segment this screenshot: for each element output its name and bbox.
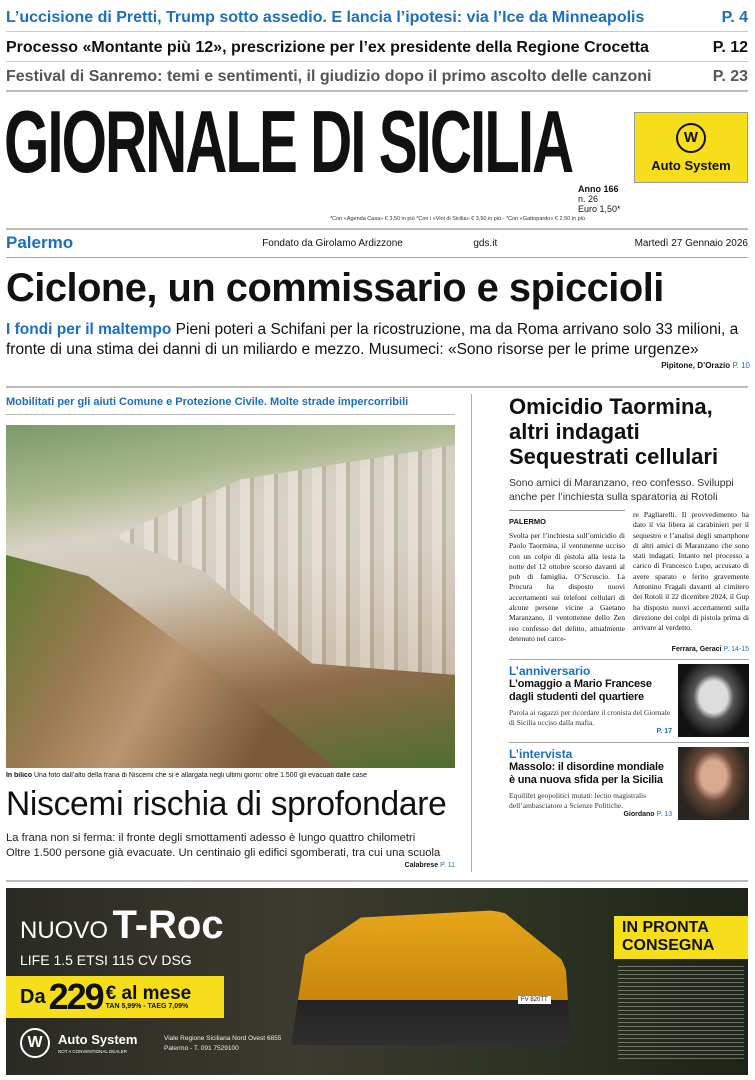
niscemi-landslide-photo (6, 425, 455, 768)
page-ref: P. 14-15 (723, 646, 749, 654)
ad-address: Viale Regione Siciliana Nord Ovest 6855 (164, 1035, 282, 1042)
lead-summary (6, 320, 751, 360)
ad-dealer (58, 1032, 158, 1054)
car-image (291, 910, 571, 1060)
column-divider (471, 394, 472, 872)
divider (6, 228, 748, 230)
divider (509, 510, 625, 511)
sponsor-name: Auto System (651, 157, 731, 173)
intervista-byline (509, 810, 672, 819)
divider (6, 414, 455, 415)
price-note: *Con «Agenda Casa» € 3,50 in più *Con i «Vini di Sicilia» € 3,50 in più - *Con «Gattopardo» € 2,50 in più (330, 216, 585, 222)
teaser-text: Processo «Montante più 12», prescrizione per l’ex presidente della Regione Crocetta (6, 38, 649, 56)
site-link[interactable]: gds.it (473, 237, 498, 249)
teaser-text: L’uccisione di Pretti, Trump sotto assedio. E lancia l’ipotesi: via l’Ice da Minneapolis (6, 8, 645, 26)
teaser-page: P. 23 (712, 68, 748, 85)
teaser-text: Festival di Sanremo: temi e sentimenti, il giudizio dopo il primo ascolto delle canzoni (6, 68, 652, 85)
niscemi-story (6, 771, 461, 870)
lead-story (6, 264, 751, 370)
divider (6, 257, 748, 258)
taormina-col1: Svolta per l’inchiesta sull’omicidio di Paolo Taormina, il ventunenne ucciso con un colpo di pistola alla testa la notte del 12 ottobre scorso davanti al pub di famiglia, O’Scruscio. La Procura ha disposto nuovi accertamenti sui telefoni cellulari di alcune persone vicine a Gaetano Maranzano, il ventottenne dello Zen reo confesso del delitto, attualmente detenuto nel carce- (509, 531, 625, 643)
mario-francese-photo (678, 664, 749, 737)
page-ref: P. 13 (656, 811, 672, 819)
anniversario-headline[interactable]: L’omaggio a Mario Francese dagli studenti del quartiere (509, 678, 652, 704)
numero: n. 26 (578, 194, 599, 204)
photo-caption (6, 771, 455, 780)
vw-logo-icon: W (20, 1028, 50, 1058)
intervista-story (509, 742, 749, 820)
dateline: PALERMO (509, 517, 546, 526)
taormina-byline (509, 645, 749, 654)
taormina-col2: re Pagliarelli. Il provvedimento ha dato il via libera ai carabinieri per il sequestro e l’analisi degli smartphone di altri amici di Maranzano che sono stati indagati. Intanto nel processo a carico di Francesco Lupo, accusato di avere sparato e ferito gravemente Antonino Fragali davanti al cimitero dei Rotoli il 22 dicembre 2024, il Gup ha disposto nuovi accertamenti sulla direzione dei colpi di pistola prima di arrivare al verdetto. (633, 510, 749, 633)
ad-da: Da (20, 985, 46, 1008)
intervista-headline[interactable]: Massolo: il disordine mondiale è una nuova sfida per la Sicilia (509, 761, 664, 787)
taormina-summary: Sono amici di Maranzano, reo confesso. Sviluppi anche per l’inchiesta sulla sparatoria ai Rotoli (509, 478, 734, 503)
divider (6, 880, 748, 882)
vw-logo-icon: W (676, 123, 706, 153)
ad-version: LIFE 1.5 ETSI 115 CV DSG (20, 952, 192, 968)
teaser-montante[interactable] (6, 34, 748, 62)
ad-price: 229 (48, 976, 103, 1017)
lead-headline[interactable]: Ciclone, un commissario e spiccioli (6, 266, 664, 310)
lead-kicker: I fondi per il maltempo (6, 321, 172, 338)
anniversario-kicker: L’anniversario (509, 664, 591, 679)
byline: Pipitone, D’Orazio (661, 361, 731, 370)
intervista-kicker: L’intervista (509, 747, 573, 762)
teaser-page: P. 4 (721, 8, 748, 26)
masthead-title: GIORNALE DI SICILIA (4, 92, 573, 191)
lead-byline (6, 361, 751, 370)
anno: Anno 166 (578, 184, 619, 194)
niscemi-summary (6, 831, 461, 861)
summary-line: Oltre 1.500 persone già evacuate. Un centinaio gli edifici sgomberati, tra cui una scuola (6, 847, 441, 859)
edition-date: Martedì 27 Gennaio 2026 (634, 237, 748, 249)
ad-badge: IN PRONTA CONSEGNA (614, 916, 748, 959)
prezzo: Euro 1,50* (578, 204, 621, 214)
anniversario-summary: Parola ai ragazzi per ricordare il cronista del Giornale di Sicilia ucciso dalla mafia. (509, 708, 671, 727)
license-plate: FV 820TT (518, 996, 551, 1004)
teaser-sanremo[interactable] (6, 64, 748, 92)
ad-nuovo: NUOVO (20, 917, 109, 944)
ad-model: T-Roc (112, 903, 224, 947)
byline: Ferrara, Geraci (671, 646, 722, 654)
taormina-col1-wrap (509, 510, 625, 644)
ad-contact (164, 1034, 281, 1054)
ad-rates: TAN 5,99% - TAEG 7,09% (105, 1003, 189, 1010)
intervista-summary: Equilibri geopolitici mutati: lectio magistralis dell’ambasciatore a Scienze Politiche. (509, 791, 647, 810)
divider (6, 386, 748, 388)
summary-line: La frana non si ferma: il fronte degli smottamenti adesso è lungo quattro chilometri (6, 832, 416, 844)
ad-price-box (6, 976, 224, 1018)
byline: Giordano (623, 811, 655, 819)
teaser-page: P. 12 (712, 38, 748, 56)
page-ref: P. 11 (440, 862, 455, 869)
ad-model-line (20, 902, 224, 957)
niscemi-byline (6, 861, 455, 870)
ad-dealer-name: Auto System (58, 1032, 138, 1047)
page-ref: P. 10 (732, 361, 750, 370)
massolo-photo (678, 747, 749, 820)
taormina-body (509, 510, 749, 644)
teaser-pretti[interactable] (6, 4, 748, 32)
page-ref-text: P. 17 (656, 728, 672, 736)
ad-unit: € al mese (105, 983, 192, 1004)
niscemi-kicker: Mobilitati per gli aiuti Comune e Protezione Civile. Molte strade impercorribili (6, 396, 409, 408)
lead-summary-text: Pieni poteri a Schifani per la ricostruzione, ma da Roma arrivano solo 33 milioni, a fronte di una stima dei danni di un miliardo e mezzo. Musumeci: «Sono risorse per le prime urgenze» (6, 321, 739, 358)
edition-city: Palermo (6, 233, 74, 252)
ad-phone: Palermo - T. 091 7529100 (164, 1045, 239, 1052)
issue-info (578, 184, 621, 214)
founder: Fondato da Girolamo Ardizzone (262, 237, 403, 249)
right-column (509, 394, 749, 820)
caption-text: Una foto dall’alto della frana di Niscemi che si è allargata negli ultimi giorni: oltre 1.500 gli evacuati dalle case (34, 772, 367, 779)
edition-bar (6, 231, 748, 255)
taormina-headline[interactable]: Omicidio Taormina, altri indagati Sequestrati cellulari (509, 394, 719, 469)
sponsor-logo[interactable] (634, 112, 748, 183)
anniversario-story (509, 659, 749, 737)
ad-tagline: NOT A CONVENTIONAL DEALER (58, 1049, 128, 1054)
page-ref (509, 727, 672, 736)
ad-fine-print (618, 966, 744, 1061)
vw-t-roc-advertisement[interactable] (6, 888, 748, 1075)
byline: Calabrese (404, 862, 439, 869)
caption-label: In bilico (6, 772, 33, 779)
niscemi-headline[interactable]: Niscemi rischia di sprofondare (6, 785, 447, 823)
